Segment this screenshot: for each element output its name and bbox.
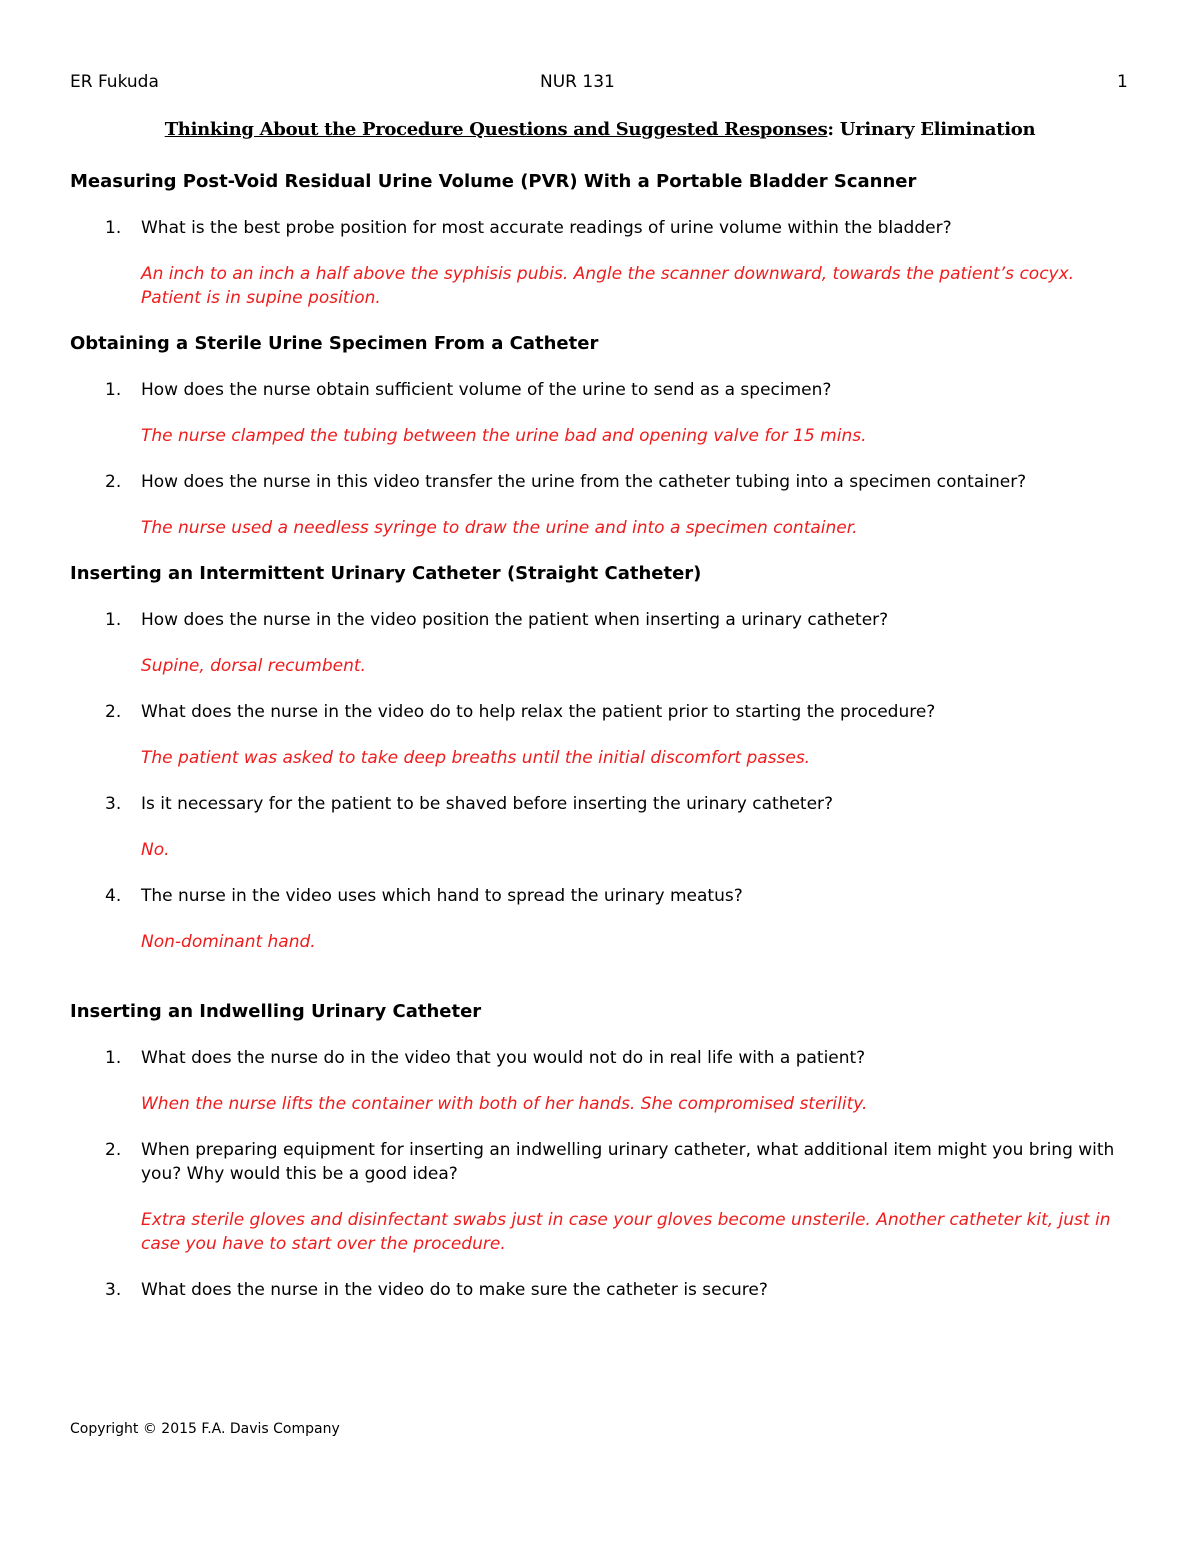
section-title: Measuring Post-Void Residual Urine Volume (PVR) With a Portable Bladder Scanner	[70, 171, 917, 192]
section-title: Inserting an Indwelling Urinary Catheter	[70, 1001, 482, 1022]
question-text: What does the nurse in the video do to make sure the catheter is secure?	[141, 1280, 768, 1300]
question	[70, 608, 1130, 632]
question-item	[70, 1138, 1130, 1256]
answer-text: No.	[141, 840, 170, 860]
question-number: 1.	[105, 218, 122, 238]
question	[70, 470, 1130, 494]
question-number: 2.	[105, 1140, 122, 1160]
document-title-rest: : Urinary Elimination	[827, 119, 1036, 140]
question-item	[70, 1278, 1130, 1302]
question-item	[70, 1046, 1130, 1116]
document-title	[0, 119, 1200, 140]
section-title: Obtaining a Sterile Urine Specimen From a Catheter	[70, 333, 599, 354]
question-text: How does the nurse in the video position the patient when inserting a urinary catheter?	[141, 610, 889, 630]
document-title-underlined: Thinking About the Procedure Questions and Suggested Responses	[164, 119, 828, 140]
answer-text: An inch to an inch a half above the syphisis pubis. Angle the scanner downward, towards the patient’s cocyx. Patient is in supine position.	[141, 264, 1075, 308]
answer-text: The patient was asked to take deep breaths until the initial discomfort passes.	[141, 748, 811, 768]
header-author: ER Fukuda	[70, 72, 159, 92]
question-text: When preparing equipment for inserting an indwelling urinary catheter, what additional item might you bring with you? Why would this be a good idea?	[141, 1140, 1115, 1184]
question-number: 1.	[105, 1048, 122, 1068]
section-sterile-specimen	[70, 332, 1130, 540]
question-text: The nurse in the video uses which hand to spread the urinary meatus?	[141, 886, 743, 906]
question	[70, 792, 1130, 816]
question-item	[70, 700, 1130, 770]
question-item	[70, 884, 1130, 954]
question-text: How does the nurse obtain sufficient volume of the urine to send as a specimen?	[141, 380, 832, 400]
question-text: What does the nurse do in the video that you would not do in real life with a patient?	[141, 1048, 866, 1068]
question	[70, 1046, 1130, 1070]
answer-text: Supine, dorsal recumbent.	[141, 656, 366, 676]
answer-text: Non-dominant hand.	[141, 932, 316, 952]
question	[70, 700, 1130, 724]
document-body	[70, 170, 1130, 1324]
question	[70, 216, 1130, 240]
header-page-number: 1	[1117, 72, 1128, 92]
question	[70, 1138, 1130, 1186]
question-text: Is it necessary for the patient to be shaved before inserting the urinary catheter?	[141, 794, 834, 814]
answer-text: The nurse clamped the tubing between the urine bad and opening valve for 15 mins.	[141, 426, 867, 446]
answer-text: When the nurse lifts the container with both of her hands. She compromised sterility.	[141, 1094, 868, 1114]
question-item	[70, 608, 1130, 678]
answer-text: Extra sterile gloves and disinfectant swabs just in case your gloves become unsterile. Another catheter kit, just in case you have to start over the procedure.	[141, 1210, 1111, 1254]
question-text: How does the nurse in this video transfer the urine from the catheter tubing into a specimen container?	[141, 472, 1027, 492]
section-intermittent-catheter	[70, 562, 1130, 954]
question-item	[70, 378, 1130, 448]
question-number: 2.	[105, 472, 122, 492]
answer-text: The nurse used a needless syringe to draw the urine and into a specimen container.	[141, 518, 858, 538]
question-number: 3.	[105, 1280, 122, 1300]
question-item	[70, 216, 1130, 310]
question	[70, 884, 1130, 908]
question-number: 4.	[105, 886, 122, 906]
question-number: 3.	[105, 794, 122, 814]
question	[70, 378, 1130, 402]
question-item	[70, 470, 1130, 540]
question-number: 1.	[105, 380, 122, 400]
section-title: Inserting an Intermittent Urinary Catheter (Straight Catheter)	[70, 563, 702, 584]
copyright-footer: Copyright © 2015 F.A. Davis Company	[70, 1421, 340, 1437]
question-number: 1.	[105, 610, 122, 630]
section-indwelling-catheter	[70, 1000, 1130, 1302]
section-pvr	[70, 170, 1130, 310]
question	[70, 1278, 1130, 1302]
question-text: What is the best probe position for most accurate readings of urine volume within the bladder?	[141, 218, 952, 238]
question-item	[70, 792, 1130, 862]
question-text: What does the nurse in the video do to help relax the patient prior to starting the procedure?	[141, 702, 936, 722]
question-number: 2.	[105, 702, 122, 722]
header-course: NUR 131	[540, 72, 615, 92]
